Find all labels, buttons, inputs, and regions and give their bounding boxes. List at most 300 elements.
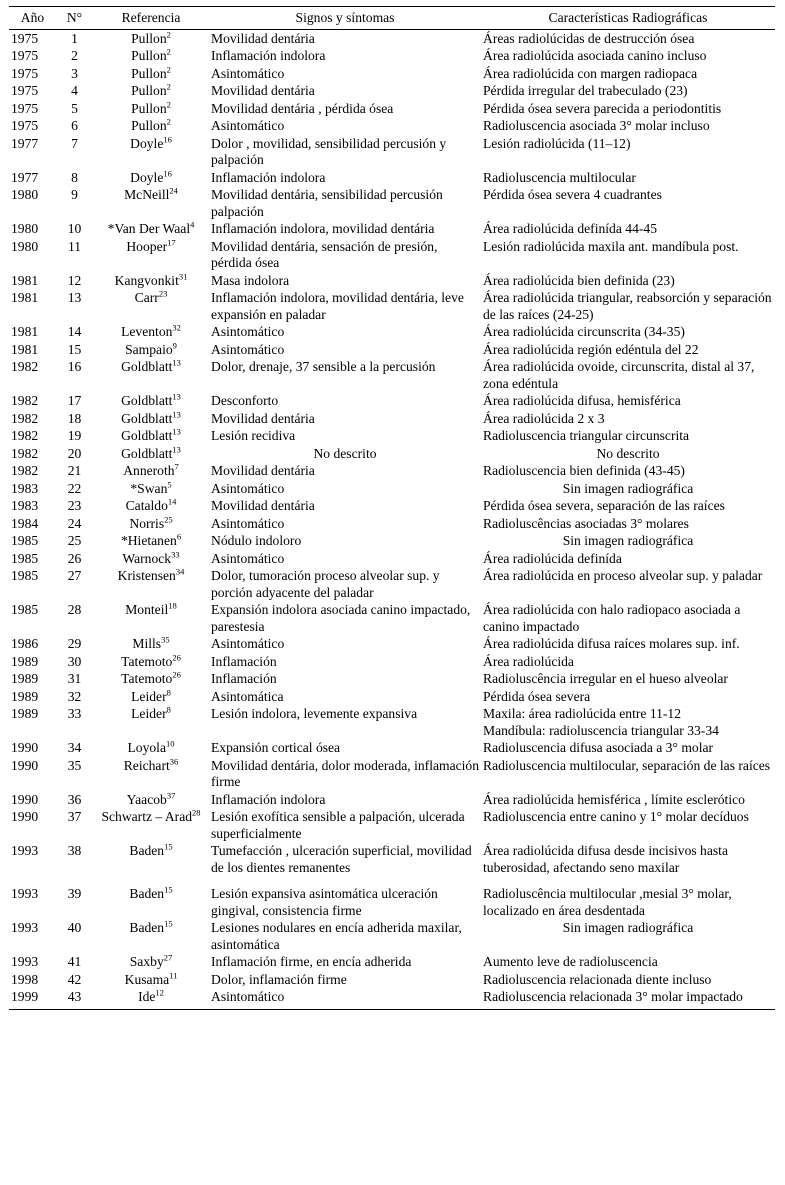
cell-reference [93, 117, 209, 135]
reference-author: Goldblatt [121, 428, 173, 443]
cell-radiographic-features: Área radiolúcida triangular, reabsorción y separación de las raíces (24-25) [483, 290, 772, 322]
cell-radiographic-features: Radioluscencia multilocular, separación de las raíces [483, 757, 771, 773]
cell-number: 38 [67, 843, 82, 858]
cell-year: 1982 [11, 445, 39, 461]
table-row [9, 323, 775, 341]
cell-year: 1984 [11, 515, 39, 531]
cell-radiographic-features: Pérdida ósea severa parecida a periodontitis [483, 100, 722, 116]
cell-year: 1999 [9, 988, 56, 1009]
cell-radiographic-features: Área radiolúcida ovoide, circunscrita, distal al 37, zona edéntula [483, 359, 755, 391]
table-row [9, 515, 775, 533]
reference-author: Doyle [130, 169, 164, 185]
cell-signs-symptoms: Movilidad dentária [211, 30, 315, 46]
cell-signs-symptoms: Asintomático [211, 480, 285, 496]
cell-radiographic-features: Sin imagen radiográfica [562, 920, 694, 935]
table-row [9, 988, 775, 1009]
reference-citation-number: 2 [166, 117, 171, 127]
cell-signs-symptoms: Dolor, inflamación firme [211, 971, 347, 987]
reference-citation-number: 13 [172, 444, 181, 454]
cell-reference [93, 186, 209, 220]
cell-number: 37 [67, 809, 82, 824]
reference-author: Pullon [131, 118, 167, 133]
cell-reference [93, 919, 209, 953]
cell-reference [93, 65, 209, 83]
reference-citation-number: 16 [163, 168, 172, 178]
cell-radiographic-features: Área radiolúcida hemisférica , límite esclerótico [483, 791, 745, 807]
cell-number: 8 [71, 169, 78, 185]
cell-number: 32 [67, 688, 82, 704]
reference-citation-number: 25 [164, 514, 173, 524]
cell-number: 43 [56, 988, 93, 1009]
reference-citation-number: 8 [166, 687, 171, 697]
cell-radiographic-features: Radioluscencia difusa asociada a 3° molar [483, 740, 714, 755]
cell-radiographic-features: Área radiolúcida con margen radiopaca [483, 65, 698, 81]
symptoms-radiography-table [9, 6, 775, 1010]
reference-citation-number: 17 [167, 237, 176, 247]
header-radiographic-features: Características Radiográficas [481, 7, 775, 30]
cell-reference [93, 47, 209, 65]
reference-citation-number: 12 [155, 988, 164, 998]
cell-reference [93, 550, 209, 568]
table-header [9, 7, 775, 30]
cell-radiographic-features: No descrito [596, 445, 660, 461]
table-row [9, 169, 775, 187]
cell-number: 20 [67, 445, 82, 461]
cell-year: 1975 [11, 48, 39, 63]
reference-citation-number: 18 [168, 601, 177, 611]
cell-signs-symptoms: Movilidad dentária [211, 498, 315, 513]
cell-signs-symptoms: Asintomático [211, 65, 285, 81]
cell-signs-symptoms: Tumefacción , ulceración superficial, movilidad de los dientes remanentes [211, 843, 472, 875]
reference-citation-number: 2 [166, 64, 171, 74]
cell-year: 1975 [11, 30, 39, 46]
cell-reference [93, 653, 209, 671]
table-row [9, 739, 775, 757]
reference-author: Goldblatt [121, 410, 173, 426]
reference-citation-number: 4 [190, 220, 195, 230]
reference-citation-number: 2 [166, 99, 171, 109]
table-body [9, 29, 775, 1009]
cell-number: 2 [71, 48, 78, 63]
cell-signs-symptoms: Inflamación indolora, movilidad dentária, leve expansión en paladar [211, 290, 464, 322]
table-row [9, 29, 775, 47]
cell-radiographic-features: Radioluscencia entre canino y 1° molar decíduos [483, 809, 749, 824]
cell-year: 1998 [11, 971, 39, 987]
cell-year: 1980 [11, 187, 39, 202]
reference-citation-number: 27 [163, 953, 173, 963]
cell-number: 23 [67, 498, 82, 513]
cell-signs-symptoms: Desconforto [211, 393, 279, 408]
table-row [9, 532, 775, 550]
cell-signs-symptoms: Masa indolora [211, 272, 290, 288]
cell-reference [93, 670, 209, 688]
cell-reference [93, 567, 209, 601]
table-row [9, 289, 775, 323]
reference-author: Pullon [131, 65, 167, 81]
table-row [9, 100, 775, 118]
table-row [9, 635, 775, 653]
table-row [9, 842, 775, 885]
table-row [9, 550, 775, 568]
cell-radiographic-features: Lesión radiolúcida maxila ant. mandíbula post. [483, 238, 739, 254]
cell-number: 30 [67, 653, 82, 669]
cell-signs-symptoms: Inflamación [211, 653, 277, 669]
cell-year: 1985 [11, 568, 39, 583]
cell-year: 1975 [11, 100, 39, 116]
cell-number: 5 [71, 100, 78, 116]
cell-radiographic-features [481, 705, 775, 739]
reference-citation-number: 16 [163, 134, 172, 144]
reference-author: Monteil [125, 602, 169, 617]
reference-citation-number: 37 [166, 790, 176, 800]
reference-author: Carr [134, 290, 159, 305]
radiographic-line: Mandíbula: radioluscencia triangular 33-34 [483, 722, 719, 738]
table-row [9, 358, 775, 392]
cell-year: 1981 [11, 272, 39, 288]
cell-year: 1990 [11, 740, 39, 755]
cell-signs-symptoms: Asintomático [211, 341, 285, 357]
reference-author: Warnock [122, 550, 172, 566]
cell-reference [93, 289, 209, 323]
reference-author: Schwartz – Arad [101, 809, 193, 824]
cell-reference [93, 885, 209, 919]
cell-signs-symptoms: Movilidad dentária , pérdida ósea [211, 100, 394, 116]
reference-author: Yaacob [126, 791, 167, 807]
cell-signs-symptoms: Asintomático [211, 324, 285, 339]
table-row [9, 220, 775, 238]
cell-reference [93, 480, 209, 498]
table-row [9, 885, 775, 919]
cell-radiographic-features: Área radiolúcida circunscrita (34-35) [483, 324, 685, 339]
reference-citation-number: 13 [172, 409, 181, 419]
cell-reference [93, 497, 209, 515]
cell-year: 1975 [11, 118, 39, 133]
cell-radiographic-features: Radioluscencia multilocular [483, 169, 636, 185]
reference-citation-number: 13 [172, 427, 181, 437]
table-row [9, 186, 775, 220]
header-signs-symptoms: Signos y síntomas [209, 7, 481, 30]
cell-year: 1993 [11, 920, 39, 935]
table-row [9, 47, 775, 65]
cell-number: 42 [67, 971, 82, 987]
table-row [9, 497, 775, 515]
reference-citation-number: 6 [176, 532, 182, 542]
cell-signs-symptoms: Inflamación firme, en encía adherida [211, 954, 412, 969]
cell-number: 12 [67, 272, 82, 288]
cell-radiographic-features: Pérdida ósea severa, separación de las raíces [483, 498, 725, 513]
table-row [9, 653, 775, 671]
cell-signs-symptoms: Movilidad dentária, dolor moderada, inflamación firme [211, 757, 480, 789]
table-row [9, 953, 775, 971]
cell-reference [93, 82, 209, 100]
cell-reference [93, 757, 209, 791]
cell-year: 1982 [11, 463, 39, 478]
cell-signs-symptoms: Lesiones nodulares en encía adherida maxilar, asintomática [211, 920, 462, 952]
cell-year: 1993 [11, 954, 39, 969]
table-row [9, 445, 775, 463]
cell-reference [93, 392, 209, 410]
cell-year: 1982 [11, 428, 39, 443]
reference-citation-number: 5 [167, 479, 172, 489]
cell-radiographic-features: Radioluscencia relacionada 3° molar impactado [481, 988, 775, 1009]
cell-number: 39 [67, 886, 82, 901]
cell-radiographic-features: Área radiolúcida en proceso alveolar sup. y paladar [483, 568, 763, 583]
cell-number: 31 [67, 671, 82, 686]
cell-signs-symptoms: Inflamación indolora [211, 169, 326, 185]
reference-citation-number: 2 [166, 47, 171, 57]
cell-reference [93, 238, 209, 272]
reference-author: Goldblatt [121, 393, 173, 408]
cell-signs-symptoms: Dolor, drenaje, 37 sensible a la percusión [211, 359, 436, 374]
cell-number: 28 [67, 602, 82, 617]
cell-number: 21 [67, 463, 82, 478]
table-row [9, 688, 775, 706]
cell-number: 22 [67, 480, 82, 496]
reference-citation-number: 34 [175, 567, 185, 577]
cell-signs-symptoms: Asintomático [211, 515, 285, 531]
table-row [9, 670, 775, 688]
cell-signs-symptoms: Movilidad dentária, sensación de presión, pérdida ósea [211, 238, 438, 270]
cell-reference [93, 635, 209, 653]
table-row [9, 757, 775, 791]
table-row [9, 462, 775, 480]
cell-radiographic-features: Áreas radiolúcidas de destrucción ósea [483, 30, 695, 46]
cell-radiographic-features: Área radiolúcida 2 x 3 [483, 410, 605, 426]
table-row [9, 65, 775, 83]
cell-year: 1985 [11, 602, 39, 617]
cell-year: 1989 [11, 706, 39, 721]
reference-author: Baden [129, 886, 165, 901]
reference-author: Leventon [121, 324, 173, 339]
cell-year: 1980 [11, 221, 39, 236]
table-row [9, 341, 775, 359]
cell-number: 41 [67, 954, 82, 969]
cell-radiographic-features: Radioluscencia bien definida (43-45) [483, 463, 685, 478]
cell-number: 13 [67, 290, 82, 305]
reference-author: Anneroth [123, 463, 175, 478]
cell-signs-symptoms: Expansión cortical ósea [211, 740, 341, 755]
reference-author: Pullon [131, 100, 167, 116]
cell-number: 10 [67, 221, 82, 236]
table-row [9, 919, 775, 953]
cell-number: 34 [67, 740, 82, 755]
cell-signs-symptoms: Inflamación indolora [211, 48, 326, 63]
header-reference: Referencia [93, 7, 209, 30]
cell-year: 1982 [11, 359, 39, 374]
cell-year: 1977 [11, 135, 39, 151]
cell-year: 1990 [11, 809, 39, 824]
reference-author: Ide [138, 989, 156, 1004]
reference-citation-number: 8 [166, 705, 171, 715]
cell-radiographic-features: Lesión radiolúcida (11–12) [483, 135, 631, 151]
cell-signs-symptoms: Inflamación indolora, movilidad dentária [211, 221, 435, 236]
cell-radiographic-features: Aumento leve de radioluscencia [483, 954, 658, 969]
table-row [9, 82, 775, 100]
cell-signs-symptoms: Lesión expansiva asintomática ulceración gingival, consistencia firme [211, 886, 438, 918]
cell-reference [93, 323, 209, 341]
cell-number: 7 [71, 135, 78, 151]
cell-reference [93, 220, 209, 238]
cell-radiographic-features: Área radiolúcida bien definida (23) [483, 272, 675, 288]
reference-author: Pullon [131, 48, 167, 63]
cell-number: 40 [67, 920, 82, 935]
cell-radiographic-features: Área radiolúcida difusa desde incisivos hasta tuberosidad, afectando seno maxilar [483, 843, 728, 875]
cell-number: 9 [71, 187, 78, 202]
cell-radiographic-features: Radioluscencia triangular circunscrita [483, 428, 690, 443]
reference-citation-number: 13 [172, 358, 181, 368]
cell-number: 17 [67, 393, 82, 408]
cell-number: 29 [67, 636, 82, 651]
cell-signs-symptoms: Asintomático [209, 988, 481, 1009]
cell-radiographic-features: Radioluscencia asociada 3° molar incluso [483, 118, 710, 133]
cell-number: 25 [67, 533, 82, 548]
cell-reference [93, 688, 209, 706]
cell-radiographic-features: Radioluscência multilocular ,mesial 3° molar, localizado en área desdentada [483, 886, 732, 918]
cell-signs-symptoms: Dolor , movilidad, sensibilidad percusión y palpación [211, 135, 447, 167]
cell-number: 15 [67, 341, 82, 357]
reference-author: Pullon [131, 30, 167, 46]
cell-radiographic-features: Radioluscência irregular en el hueso alveolar [483, 671, 728, 686]
cell-number: 11 [67, 238, 82, 254]
cell-signs-symptoms: Movilidad dentária, sensibilidad percusión palpación [211, 187, 443, 219]
cell-number: 26 [67, 550, 82, 566]
reference-author: Kangvonkit [114, 272, 179, 288]
cell-radiographic-features: Área radiolúcida región edéntula del 22 [483, 341, 699, 357]
cell-number: 4 [71, 83, 78, 98]
header-number: N° [56, 7, 93, 30]
cell-reference [93, 842, 209, 885]
radiographic-line: Maxila: área radiolúcida entre 11-12 [483, 706, 682, 721]
table-row [9, 410, 775, 428]
reference-citation-number: 7 [174, 462, 179, 472]
cell-number: 16 [67, 359, 82, 374]
cell-reference [93, 515, 209, 533]
cell-year: 1985 [11, 533, 39, 548]
reference-citation-number: 23 [158, 289, 168, 299]
cell-reference [93, 988, 209, 1009]
cell-radiographic-features: Pérdida ósea severa [483, 688, 591, 704]
cell-reference [93, 272, 209, 290]
cell-number: 14 [67, 324, 82, 339]
cell-signs-symptoms: Movilidad dentária [211, 410, 315, 426]
cell-year: 1986 [11, 636, 39, 651]
reference-author: Goldblatt [121, 445, 173, 461]
cell-signs-symptoms: Asintomático [211, 118, 285, 133]
table-row [9, 567, 775, 601]
reference-author: Kristensen [117, 568, 176, 583]
reference-author: Baden [129, 843, 165, 858]
table-row [9, 971, 775, 989]
cell-reference [93, 100, 209, 118]
cell-reference [93, 169, 209, 187]
cell-signs-symptoms: Nódulo indoloro [211, 533, 302, 548]
cell-radiographic-features: Pérdida irregular del trabeculado (23) [483, 83, 688, 98]
cell-signs-symptoms: Asintomática [211, 688, 284, 704]
reference-citation-number: 2 [166, 29, 171, 39]
cell-reference [93, 953, 209, 971]
cell-signs-symptoms: Expansión indolora asociada canino impactado, parestesia [211, 602, 471, 634]
cell-number: 36 [67, 791, 82, 807]
reference-author: *Van Der Waal [107, 221, 191, 236]
reference-author: Goldblatt [121, 359, 173, 374]
reference-citation-number: 14 [167, 497, 177, 507]
cell-radiographic-features: Radioluscencia relacionada diente incluso [483, 971, 712, 987]
table-row [9, 135, 775, 169]
cell-year: 1989 [11, 653, 39, 669]
cell-radiographic-features: Área radiolúcida con halo radiopaco asociada a canino impactado [483, 602, 741, 634]
cell-year: 1982 [11, 410, 39, 426]
reference-author: Reichart [123, 757, 170, 773]
reference-citation-number: 2 [166, 82, 171, 92]
reference-citation-number: 28 [192, 808, 201, 818]
reference-author: Kusama [124, 971, 170, 987]
reference-author: Mills [132, 636, 162, 651]
reference-author: Norris [129, 515, 165, 531]
cell-signs-symptoms: Movilidad dentária [211, 83, 315, 98]
cell-radiographic-features: Radioluscências asociadas 3° molares [483, 515, 689, 531]
reference-citation-number: 15 [164, 842, 173, 852]
table-row [9, 705, 775, 739]
table-row [9, 238, 775, 272]
cell-year: 1982 [11, 393, 39, 408]
reference-citation-number: 13 [172, 392, 181, 402]
reference-author: Leider [131, 688, 167, 704]
reference-citation-number: 26 [172, 670, 181, 680]
cell-number: 18 [67, 410, 82, 426]
cell-radiographic-features: Área radiolúcida asociada canino incluso [483, 48, 707, 63]
reference-citation-number: 26 [172, 652, 181, 662]
table-row [9, 392, 775, 410]
cell-radiographic-features: Área radiolúcida difusa raíces molares sup. inf. [483, 636, 740, 651]
cell-signs-symptoms: Lesión recidiva [211, 428, 296, 443]
reference-citation-number: 15 [164, 919, 173, 929]
cell-year: 1990 [11, 791, 39, 807]
cell-year: 1993 [11, 843, 39, 858]
cell-number: 1 [71, 30, 78, 46]
table-row [9, 427, 775, 445]
cell-radiographic-features: Área radiolúcida difusa, hemisférica [483, 393, 681, 408]
cell-signs-symptoms: Asintomático [211, 550, 285, 566]
cell-year: 1993 [11, 886, 39, 901]
cell-year: 1990 [11, 757, 39, 773]
reference-citation-number: 11 [169, 970, 178, 980]
cell-signs-symptoms: Dolor, tumoración proceso alveolar sup. y porción adyacente del paladar [211, 568, 440, 600]
cell-radiographic-features: Área radiolúcida definída 44-45 [483, 221, 658, 236]
table-row [9, 272, 775, 290]
cell-reference [93, 341, 209, 359]
cell-reference [93, 462, 209, 480]
reference-author: Leider [131, 706, 167, 721]
reference-author: Cataldo [125, 498, 168, 513]
cell-number: 35 [67, 757, 82, 773]
cell-year: 1975 [11, 83, 39, 98]
cell-year: 1983 [11, 480, 39, 496]
cell-year: 1985 [11, 550, 39, 566]
reference-author: Loyola [127, 740, 166, 755]
reference-citation-number: 31 [178, 271, 188, 281]
reference-citation-number: 33 [171, 549, 180, 559]
cell-reference [93, 410, 209, 428]
cell-reference [93, 29, 209, 47]
table-row [9, 480, 775, 498]
table-row [9, 601, 775, 635]
cell-signs-symptoms: Inflamación [211, 671, 277, 686]
cell-reference [93, 791, 209, 809]
cell-signs-symptoms: Inflamación indolora [211, 791, 326, 807]
cell-reference [93, 358, 209, 392]
reference-author: Sampaio [125, 341, 173, 357]
cell-radiographic-features: Área radiolúcida definída [483, 550, 622, 566]
